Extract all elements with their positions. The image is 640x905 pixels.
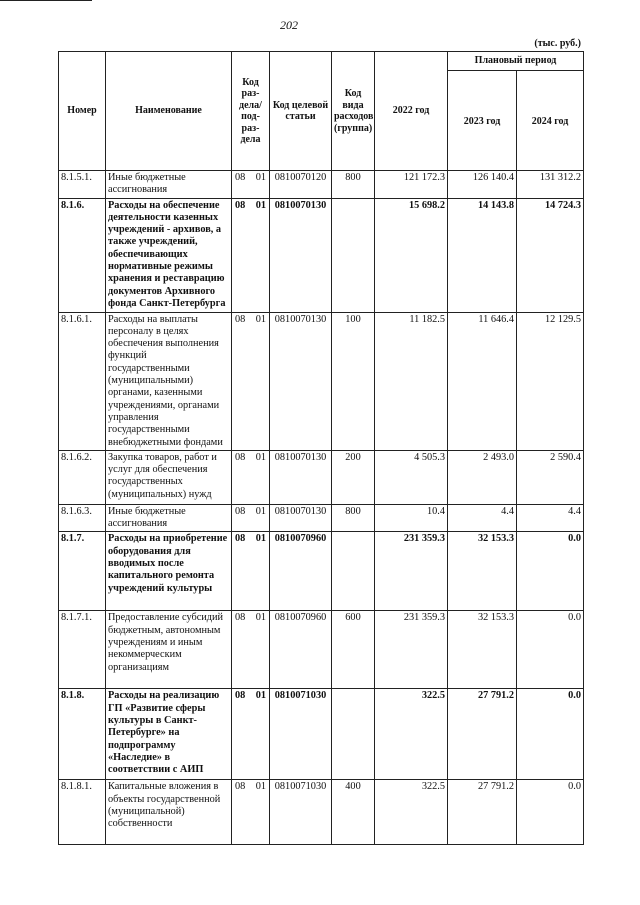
row-name: Расходы на обеспечение деятельности казенных учреждений - архивов, а также учреждений, обеспечивающих нормативные режимы хранения и реставрацию документов Архивного фонда Санкт-Петербурга [106, 198, 232, 312]
subsection-code: 01 [255, 172, 266, 183]
row-target-article: 0810070960 [270, 532, 332, 611]
row-value-2022: 4 505.3 [375, 450, 448, 504]
row-target-article: 0810071030 [270, 780, 332, 845]
row-value-2023: 27 791.2 [448, 689, 517, 780]
subsection-code: 01 [255, 505, 266, 517]
row-value-2024: 0.0 [517, 532, 584, 611]
units-label: (тыс. руб.) [534, 38, 581, 49]
section-code: 08 [235, 612, 246, 624]
row-value-2022: 231 359.3 [375, 532, 448, 611]
row-expense-type: 600 [332, 611, 375, 689]
row-number: 8.1.6.3. [59, 504, 106, 532]
row-expense-type: 200 [332, 450, 375, 504]
table-row [59, 171, 584, 199]
header-target-article: Код целевой статьи [270, 52, 332, 171]
table-row [59, 504, 584, 532]
table-row [59, 532, 584, 611]
section-code: 08 [235, 172, 246, 183]
row-target-article: 0810070120 [270, 171, 332, 199]
row-number: 8.1.7.1. [59, 611, 106, 689]
row-value-2023: 14 143.8 [448, 198, 517, 312]
table-row [59, 198, 584, 312]
row-number: 8.1.5.1. [59, 171, 106, 199]
row-value-2022: 121 172.3 [375, 171, 448, 199]
row-name: Расходы на выплаты персоналу в целях обеспечения выполнения функций государственными (муниципальными) органами, казенными учреждениями, органами управления государственными внебюджетными фондами [106, 312, 232, 450]
corner-mark [0, 0, 92, 1]
row-target-article: 0810070130 [270, 450, 332, 504]
row-expense-type: 800 [332, 504, 375, 532]
row-name: Иные бюджетные ассигнования [106, 171, 232, 199]
subsection-code: 01 [255, 612, 266, 624]
row-expense-type: 400 [332, 780, 375, 845]
row-name: Закупка товаров, работ и услуг для обеспечения государственных (муниципальных) нужд [106, 450, 232, 504]
section-code: 08 [235, 199, 246, 211]
header-year-2022: 2022 год [375, 52, 448, 171]
subsection-code: 01 [255, 781, 266, 793]
row-section-code [232, 532, 270, 611]
row-expense-type [332, 532, 375, 611]
row-target-article: 0810070130 [270, 198, 332, 312]
header-name: Наименование [106, 52, 232, 171]
row-section-code [232, 780, 270, 845]
row-target-article: 0810070960 [270, 611, 332, 689]
row-value-2024: 0.0 [517, 611, 584, 689]
row-section-code [232, 611, 270, 689]
table-row [59, 450, 584, 504]
row-value-2023: 11 646.4 [448, 312, 517, 450]
row-value-2022: 11 182.5 [375, 312, 448, 450]
row-number: 8.1.6.2. [59, 450, 106, 504]
row-number: 8.1.7. [59, 532, 106, 611]
section-code: 08 [235, 451, 246, 463]
row-name: Предоставление субсидий бюджетным, автономным учреждениям и иным некоммерческим организациям [106, 611, 232, 689]
row-value-2024: 4.4 [517, 504, 584, 532]
header-nomer: Номер [59, 52, 106, 171]
budget-table [58, 51, 584, 845]
row-value-2024: 2 590.4 [517, 450, 584, 504]
row-value-2022: 10.4 [375, 504, 448, 532]
row-value-2022: 322.5 [375, 780, 448, 845]
subsection-code: 01 [255, 313, 266, 325]
header-year-2023: 2023 год [448, 71, 517, 171]
row-target-article: 0810070130 [270, 504, 332, 532]
row-target-article: 0810071030 [270, 689, 332, 780]
row-value-2022: 322.5 [375, 689, 448, 780]
header-year-2024: 2024 год [517, 71, 584, 171]
row-value-2022: 15 698.2 [375, 198, 448, 312]
row-value-2024: 0.0 [517, 780, 584, 845]
row-value-2023: 4.4 [448, 504, 517, 532]
row-value-2024: 131 312.2 [517, 171, 584, 199]
row-value-2023: 126 140.4 [448, 171, 517, 199]
subsection-code: 01 [255, 690, 266, 702]
row-value-2023: 27 791.2 [448, 780, 517, 845]
row-number: 8.1.8. [59, 689, 106, 780]
row-value-2024: 14 724.3 [517, 198, 584, 312]
row-name: Иные бюджетные ассигнования [106, 504, 232, 532]
table-row [59, 689, 584, 780]
header-planned-period: Плановый период [448, 52, 584, 71]
page-number: 202 [280, 18, 298, 32]
row-expense-type: 100 [332, 312, 375, 450]
header-expense-type: Код вида расходов (группа) [332, 52, 375, 171]
row-value-2022: 231 359.3 [375, 611, 448, 689]
row-number: 8.1.6.1. [59, 312, 106, 450]
section-code: 08 [235, 505, 246, 517]
row-value-2023: 2 493.0 [448, 450, 517, 504]
row-name: Капитальные вложения в объекты государственной (муниципальной) собственности [106, 780, 232, 845]
row-section-code [232, 689, 270, 780]
row-expense-type [332, 689, 375, 780]
section-code: 08 [235, 313, 246, 325]
section-code: 08 [235, 781, 246, 793]
row-section-code [232, 450, 270, 504]
row-value-2023: 32 153.3 [448, 611, 517, 689]
row-expense-type [332, 198, 375, 312]
subsection-code: 01 [255, 533, 266, 545]
row-section-code [232, 312, 270, 450]
row-name: Расходы на реализацию ГП «Развитие сферы культуры в Санкт-Петербурге» на подпрограмму «Наследие» в соответствии с АИП [106, 689, 232, 780]
subsection-code: 01 [255, 199, 266, 211]
row-number: 8.1.8.1. [59, 780, 106, 845]
row-number: 8.1.6. [59, 198, 106, 312]
row-name: Расходы на приобретение оборудования для вводимых после капитального ремонта учреждений культуры [106, 532, 232, 611]
table-row [59, 312, 584, 450]
row-value-2024: 12 129.5 [517, 312, 584, 450]
header-razdel: Код раз- дела/ под- раз- дела [232, 52, 270, 171]
section-code: 08 [235, 533, 246, 545]
row-section-code [232, 171, 270, 199]
row-expense-type: 800 [332, 171, 375, 199]
subsection-code: 01 [255, 451, 266, 463]
section-code: 08 [235, 690, 246, 702]
row-section-code [232, 504, 270, 532]
row-value-2024: 0.0 [517, 689, 584, 780]
row-target-article: 0810070130 [270, 312, 332, 450]
row-section-code [232, 198, 270, 312]
row-value-2023: 32 153.3 [448, 532, 517, 611]
table-row [59, 780, 584, 845]
table-row [59, 611, 584, 689]
